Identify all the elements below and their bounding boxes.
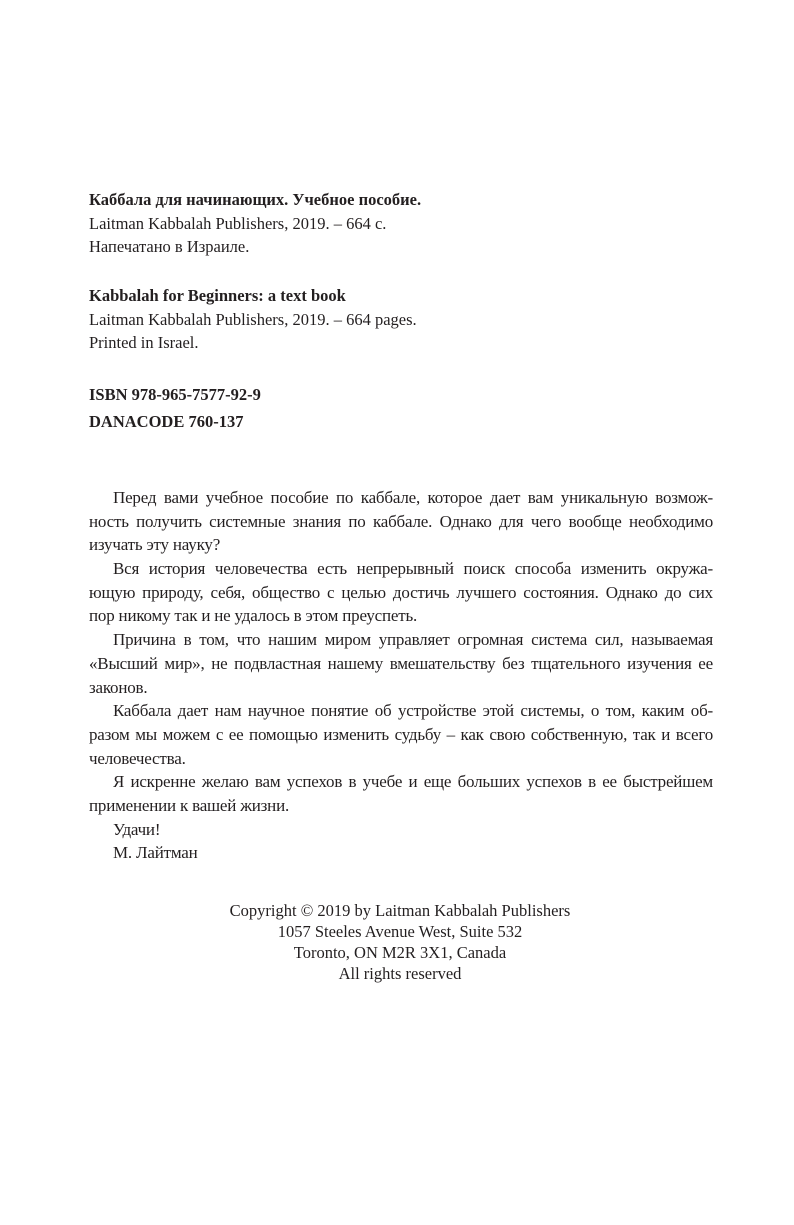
danacode: DANACODE 760-137	[89, 412, 244, 431]
body-line: применении к вашей жизни.	[89, 795, 290, 815]
body-line: Причина в том, что нашим миром управляет огромная система сил, называемая	[113, 630, 713, 650]
en-publisher-line: Laitman Kabbalah Publishers, 2019. – 664 pages.	[89, 309, 417, 329]
address-line: 1057 Steeles Avenue West, Suite 532	[277, 922, 523, 941]
body-line: законов.	[89, 677, 148, 697]
author-signature: М. Лайтман	[113, 843, 198, 863]
body-line: разом мы можем с ее помощью изменить судьбу – как свою собственную, так и всего	[89, 724, 713, 744]
english-bibliographic-block	[89, 284, 417, 355]
body-line: Вся история человечества есть непрерывный поиск способа изменить окружа-	[113, 559, 713, 579]
foreword-text	[89, 486, 713, 865]
body-line: Я искренне желаю вам успехов в учебе и еще больших успехов в ее быстрейшем	[113, 772, 713, 792]
russian-bibliographic-block	[89, 188, 421, 259]
codes-block	[89, 381, 261, 435]
body-line: человечества.	[89, 748, 186, 768]
closing-greeting: Удачи!	[113, 819, 161, 839]
city-line: Toronto, ON M2R 3X1, Canada	[293, 943, 507, 962]
body-line: ющую природу, себя, общество с целью достичь лучшего состояния. Однако до сих	[89, 582, 713, 602]
copyright-line: Copyright © 2019 by Laitman Kabbalah Publishers	[229, 901, 571, 920]
body-line: Каббала дает нам научное понятие об устройстве этой системы, о том, каким об-	[113, 701, 713, 721]
body-line: ность получить системные знания по каббале. Однако для чего вообще необходимо	[89, 511, 713, 531]
body-line: пор никому так и не удалось в этом преуспеть.	[89, 606, 418, 626]
body-line: «Высший мир», не подвластная нашему вмешательству без тщательного изучения ее	[89, 653, 713, 673]
copyright-block	[0, 900, 794, 984]
ru-printed-line: Напечатано в Израиле.	[89, 237, 250, 256]
body-line: изучать эту науку?	[89, 535, 221, 555]
en-printed-line: Printed in Israel.	[89, 333, 199, 352]
body-line: Перед вами учебное пособие по каббале, которое дает вам уникальную возмож-	[113, 488, 713, 507]
ru-publisher-line: Laitman Kabbalah Publishers, 2019. – 664 с.	[89, 213, 387, 233]
ru-book-title: Каббала для начинающих. Учебное пособие.	[89, 190, 422, 209]
isbn: ISBN 978-965-7577-92-9	[89, 385, 261, 404]
rights-line: All rights reserved	[338, 964, 462, 983]
en-book-title: Kabbalah for Beginners: a text book	[89, 286, 346, 305]
